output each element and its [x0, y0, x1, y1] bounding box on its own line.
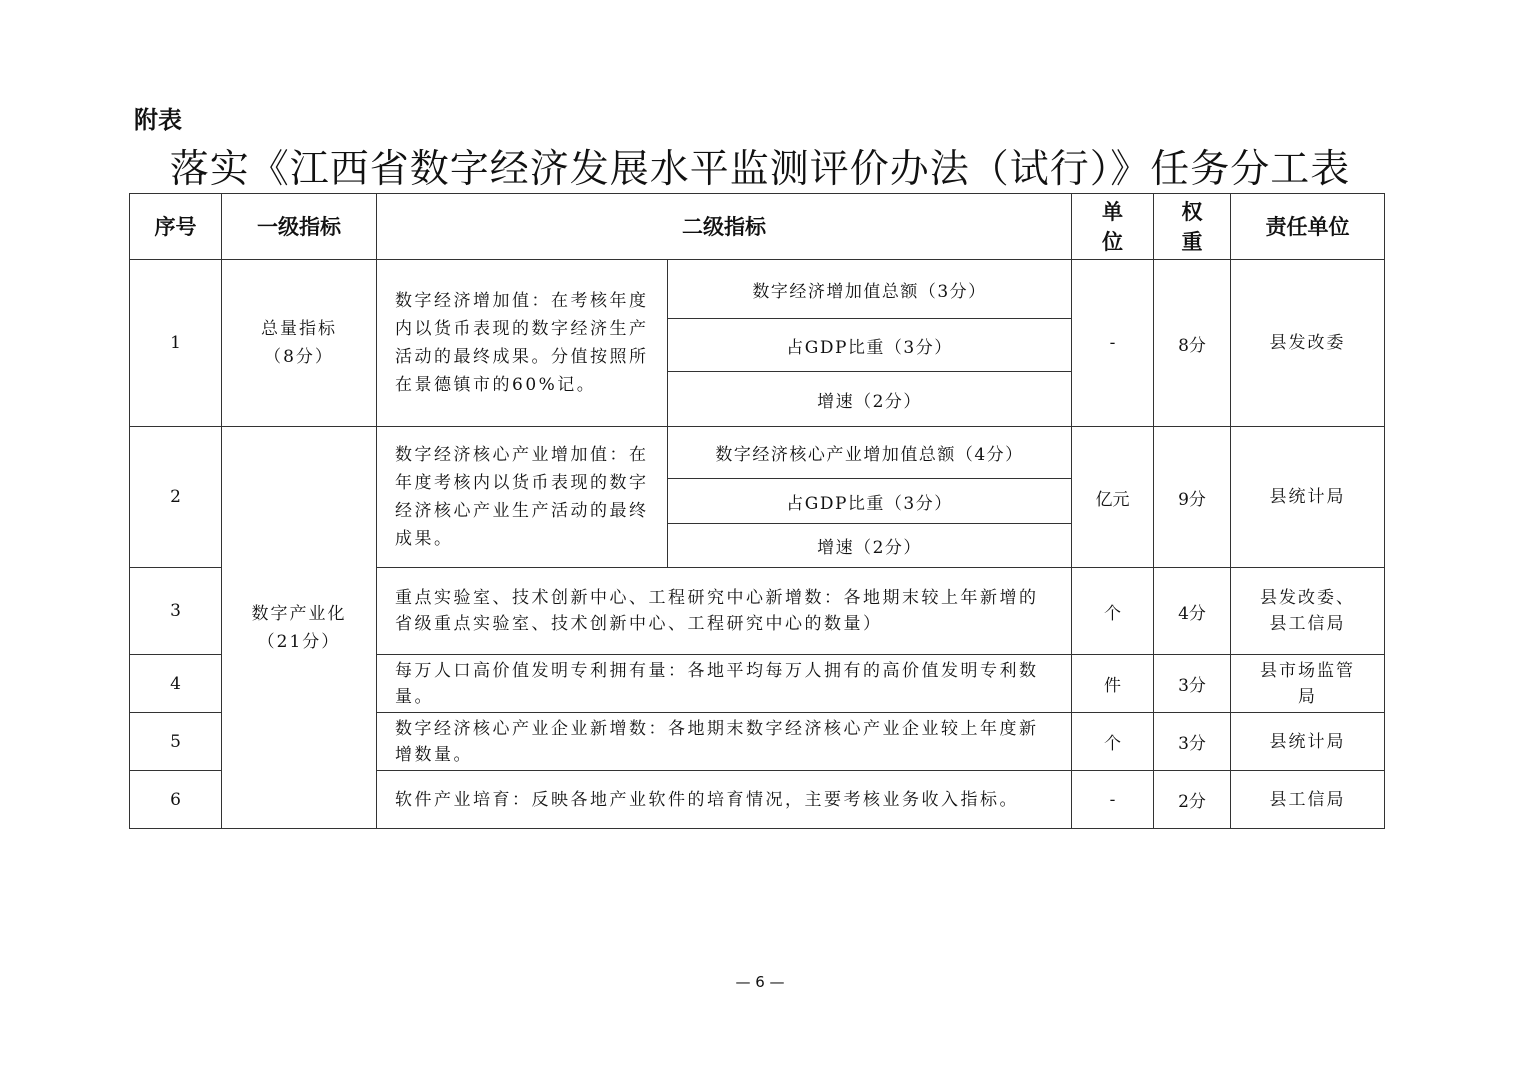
header-unit: 单 位 [1072, 194, 1154, 260]
responsible-cell: 县发改委、 县工信局 [1231, 568, 1385, 655]
annex-label: 附表 [134, 106, 182, 134]
sub-indicator: 占GDP比重（3分） [668, 479, 1072, 524]
level1-cell: 总量指标 （8分） [222, 260, 377, 427]
responsible-cell: 县发改委 [1231, 260, 1385, 427]
level2-description: 数字经济核心产业增加值：在年度考核内以货币表现的数字经济核心产业生产活动的最终成果。 [377, 427, 668, 568]
weight-cell: 3分 [1154, 713, 1231, 771]
level2-description: 每万人口高价值发明专利拥有量：各地平均每万人拥有的高价值发明专利数量。 [377, 655, 1072, 713]
sub-indicator: 数字经济增加值总额（3分） [668, 260, 1072, 319]
responsible-cell: 县统计局 [1231, 713, 1385, 771]
header-responsible: 责任单位 [1231, 194, 1385, 260]
header-weight: 权 重 [1154, 194, 1231, 260]
responsible-cell: 县工信局 [1231, 771, 1385, 829]
seq-cell: 3 [130, 568, 222, 655]
unit-cell: - [1072, 260, 1154, 427]
unit-cell: 亿元 [1072, 427, 1154, 568]
seq-cell: 4 [130, 655, 222, 713]
header-seq: 序号 [130, 194, 222, 260]
level2-description: 软件产业培育：反映各地产业软件的培育情况，主要考核业务收入指标。 [377, 771, 1072, 829]
document-title: 落实《江西省数字经济发展水平监测评价办法（试行）》任务分工表 [169, 147, 1351, 192]
sub-indicator: 数字经济核心产业增加值总额（4分） [668, 427, 1072, 479]
seq-cell: 1 [130, 260, 222, 427]
seq-cell: 6 [130, 771, 222, 829]
level2-description: 重点实验室、技术创新中心、工程研究中心新增数：各地期末较上年新增的省级重点实验室、技术创新中心、工程研究中心的数量） [377, 568, 1072, 655]
weight-cell: 3分 [1154, 655, 1231, 713]
level2-description: 数字经济增加值：在考核年度内以货币表现的数字经济生产活动的最终成果。分值按照所在景德镇市的60%记。 [377, 260, 668, 427]
weight-cell: 8分 [1154, 260, 1231, 427]
unit-cell: 件 [1072, 655, 1154, 713]
level1-cell: 数字产业化 （21分） [222, 427, 377, 829]
weight-cell: 9分 [1154, 427, 1231, 568]
seq-cell: 5 [130, 713, 222, 771]
header-level2: 二级指标 [377, 194, 1072, 260]
table-row [130, 427, 1385, 479]
sub-indicator: 增速（2分） [668, 524, 1072, 568]
level2-description: 数字经济核心产业企业新增数：各地期末数字经济核心产业企业较上年度新增数量。 [377, 713, 1072, 771]
sub-indicator: 增速（2分） [668, 372, 1072, 427]
seq-cell: 2 [130, 427, 222, 568]
page-number: — 6 — [735, 973, 785, 991]
weight-cell: 4分 [1154, 568, 1231, 655]
unit-cell: 个 [1072, 568, 1154, 655]
header-level1: 一级指标 [222, 194, 377, 260]
unit-cell: 个 [1072, 713, 1154, 771]
sub-indicator: 占GDP比重（3分） [668, 319, 1072, 372]
task-table [129, 193, 1385, 829]
responsible-cell: 县市场监管 局 [1231, 655, 1385, 713]
responsible-cell: 县统计局 [1231, 427, 1385, 568]
table-row [130, 260, 1385, 319]
unit-cell: - [1072, 771, 1154, 829]
table-header-row [130, 194, 1385, 260]
weight-cell: 2分 [1154, 771, 1231, 829]
